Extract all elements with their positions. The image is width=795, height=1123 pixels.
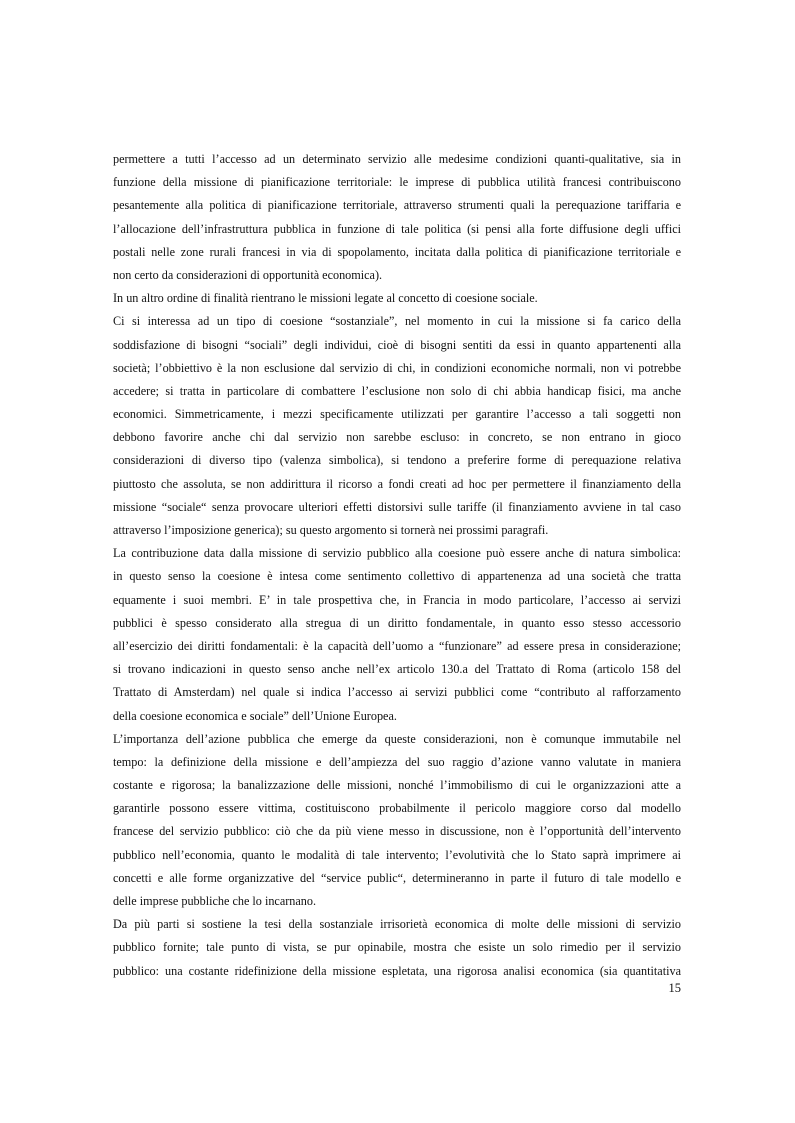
text-line: soddisfazione di bisogni “sociali” degli individui, cioè di bisogni sentiti da essi in quanto appartenenti alla [113,337,681,352]
text-line: non certo da considerazioni di opportunità economica). [113,267,383,282]
text-line: all’esercizio dei diritti fondamentali: è la capacità dell’uomo a “funzionare” ad essere presa in considerazione; [113,638,681,653]
text-line: funzione della missione di pianificazione territoriale: le imprese di pubblica utilità francesi contribuiscono [113,175,681,190]
text-line: economici. Simmetricamente, i mezzi specificamente utilizzati per garantire l’accesso a tali soggetti non [113,407,681,422]
text-line: attraverso l’imposizione generica); su questo argomento si tornerà nei prossimi paragrafi. [113,523,549,537]
text-line: postali nelle zone rurali francesi in via di spopolamento, incitata dalla politica di pianificazione territoriale e [113,244,681,259]
text-line: accedere; si tratta in particolare di combattere l’esclusione non solo di chi abbia handicap fisici, ma anche [113,383,681,398]
body-text [113,148,681,983]
text-line: Trattato di Amsterdam) nel quale si indica l’accesso ai servizi pubblici come “contributo al rafforzamento [113,685,681,700]
text-line: pubblico nell’economia, quanto le modalità di tale intervento; l’evolutività che lo Stato saprà imprimere ai [113,847,681,862]
text-line: equamente i suoi membri. E’ in tale prospettiva che, in Francia in modo particolare, l’accesso ai servizi [113,592,681,607]
text-line: concetti e alle forme organizzative del “service public“, determineranno in parte il futuro di tale modello e [113,870,681,885]
text-line: costante e rigorosa; la banalizzazione delle missioni, nonché l’immobilismo di cui le organizzazioni atte a [113,778,681,793]
text-line: tempo: la definizione della missione e dell’ampiezza del suo raggio d’azione vanno valutate in maniera [113,754,681,769]
page-number: 15 [668,981,681,995]
text-line: L’importanza dell’azione pubblica che emerge da queste considerazioni, non è comunque immutabile nel [113,731,681,746]
text-line: considerazioni di diverso tipo (valenza simbolica), si tendono a preferire forme di perequazione relativa [113,453,681,468]
text-line: pesantemente alla politica di pianificazione territoriale, attraverso strumenti quali la perequazione tariffaria e [113,198,681,213]
text-line: Ci si interessa ad un tipo di coesione “sostanziale”, nel momento in cui la missione si fa carico della [113,314,681,329]
text-line: della coesione economica e sociale” dell’Unione Europea. [113,708,397,723]
text-line: delle imprese pubbliche che lo incarnano. [113,894,317,908]
text-line: piuttosto che assoluta, se non addirittura il ricorso a fondi creati ad hoc per permettere il finanziamento della [113,476,681,491]
text-line: Da più parti si sostiene la tesi della sostanziale irrisorietà economica di molte delle missioni di servizio [113,917,681,932]
text-line: pubblico fornite; tale punto di vista, se pur opinabile, mostra che esiste un solo rimedio per il servizio [113,940,681,955]
text-line: francese del servizio pubblico: ciò che da più viene messo in discussione, non è l’opportunità dell’intervento [113,824,681,839]
text-line: in questo senso la coesione è intesa come sentimento collettivo di appartenenza ad una società che tratta [113,569,681,584]
text-line: l’allocazione dell’infrastruttura pubblica in funzione di tale politica (si pensi alla forte diffusione degli uffici [113,221,681,236]
text-line: garantirle possono essere vittima, costituiscono probabilmente il pericolo maggiore corso dal modello [113,801,681,816]
text-line: permettere a tutti l’accesso ad un determinato servizio alle medesime condizioni quanti-qualitative, sia in [113,152,681,166]
text-line: In un altro ordine di finalità rientrano le missioni legate al concetto di coesione sociale. [113,291,538,306]
text-line: società; l’obbiettivo è la non esclusione dal servizio di chi, in condizioni economiche normali, non vi potrebbe [113,360,681,375]
text-line: debbono favorire anche chi dal servizio non sarebbe escluso: in concreto, se non entrano in gioco [113,430,681,445]
text-line: pubblico: una costante ridefinizione della missione espletata, una rigorosa analisi economica (sia quantitativa [113,963,681,978]
text-line: pubblici è spesso considerato alla stregua di un diritto fondamentale, in quanto esso stesso accessorio [113,615,681,630]
text-line: missione “sociale“ senza provocare ulteriori effetti distorsivi sulle tariffe (il finanziamento avviene in tal caso [113,499,681,514]
text-line: La contribuzione data dalla missione di servizio pubblico alla coesione può essere anche di natura simbolica: [113,546,681,561]
text-line: si trovano indicazioni in questo senso anche nell’ex articolo 130.a del Trattato di Roma (articolo 158 del [113,662,681,677]
